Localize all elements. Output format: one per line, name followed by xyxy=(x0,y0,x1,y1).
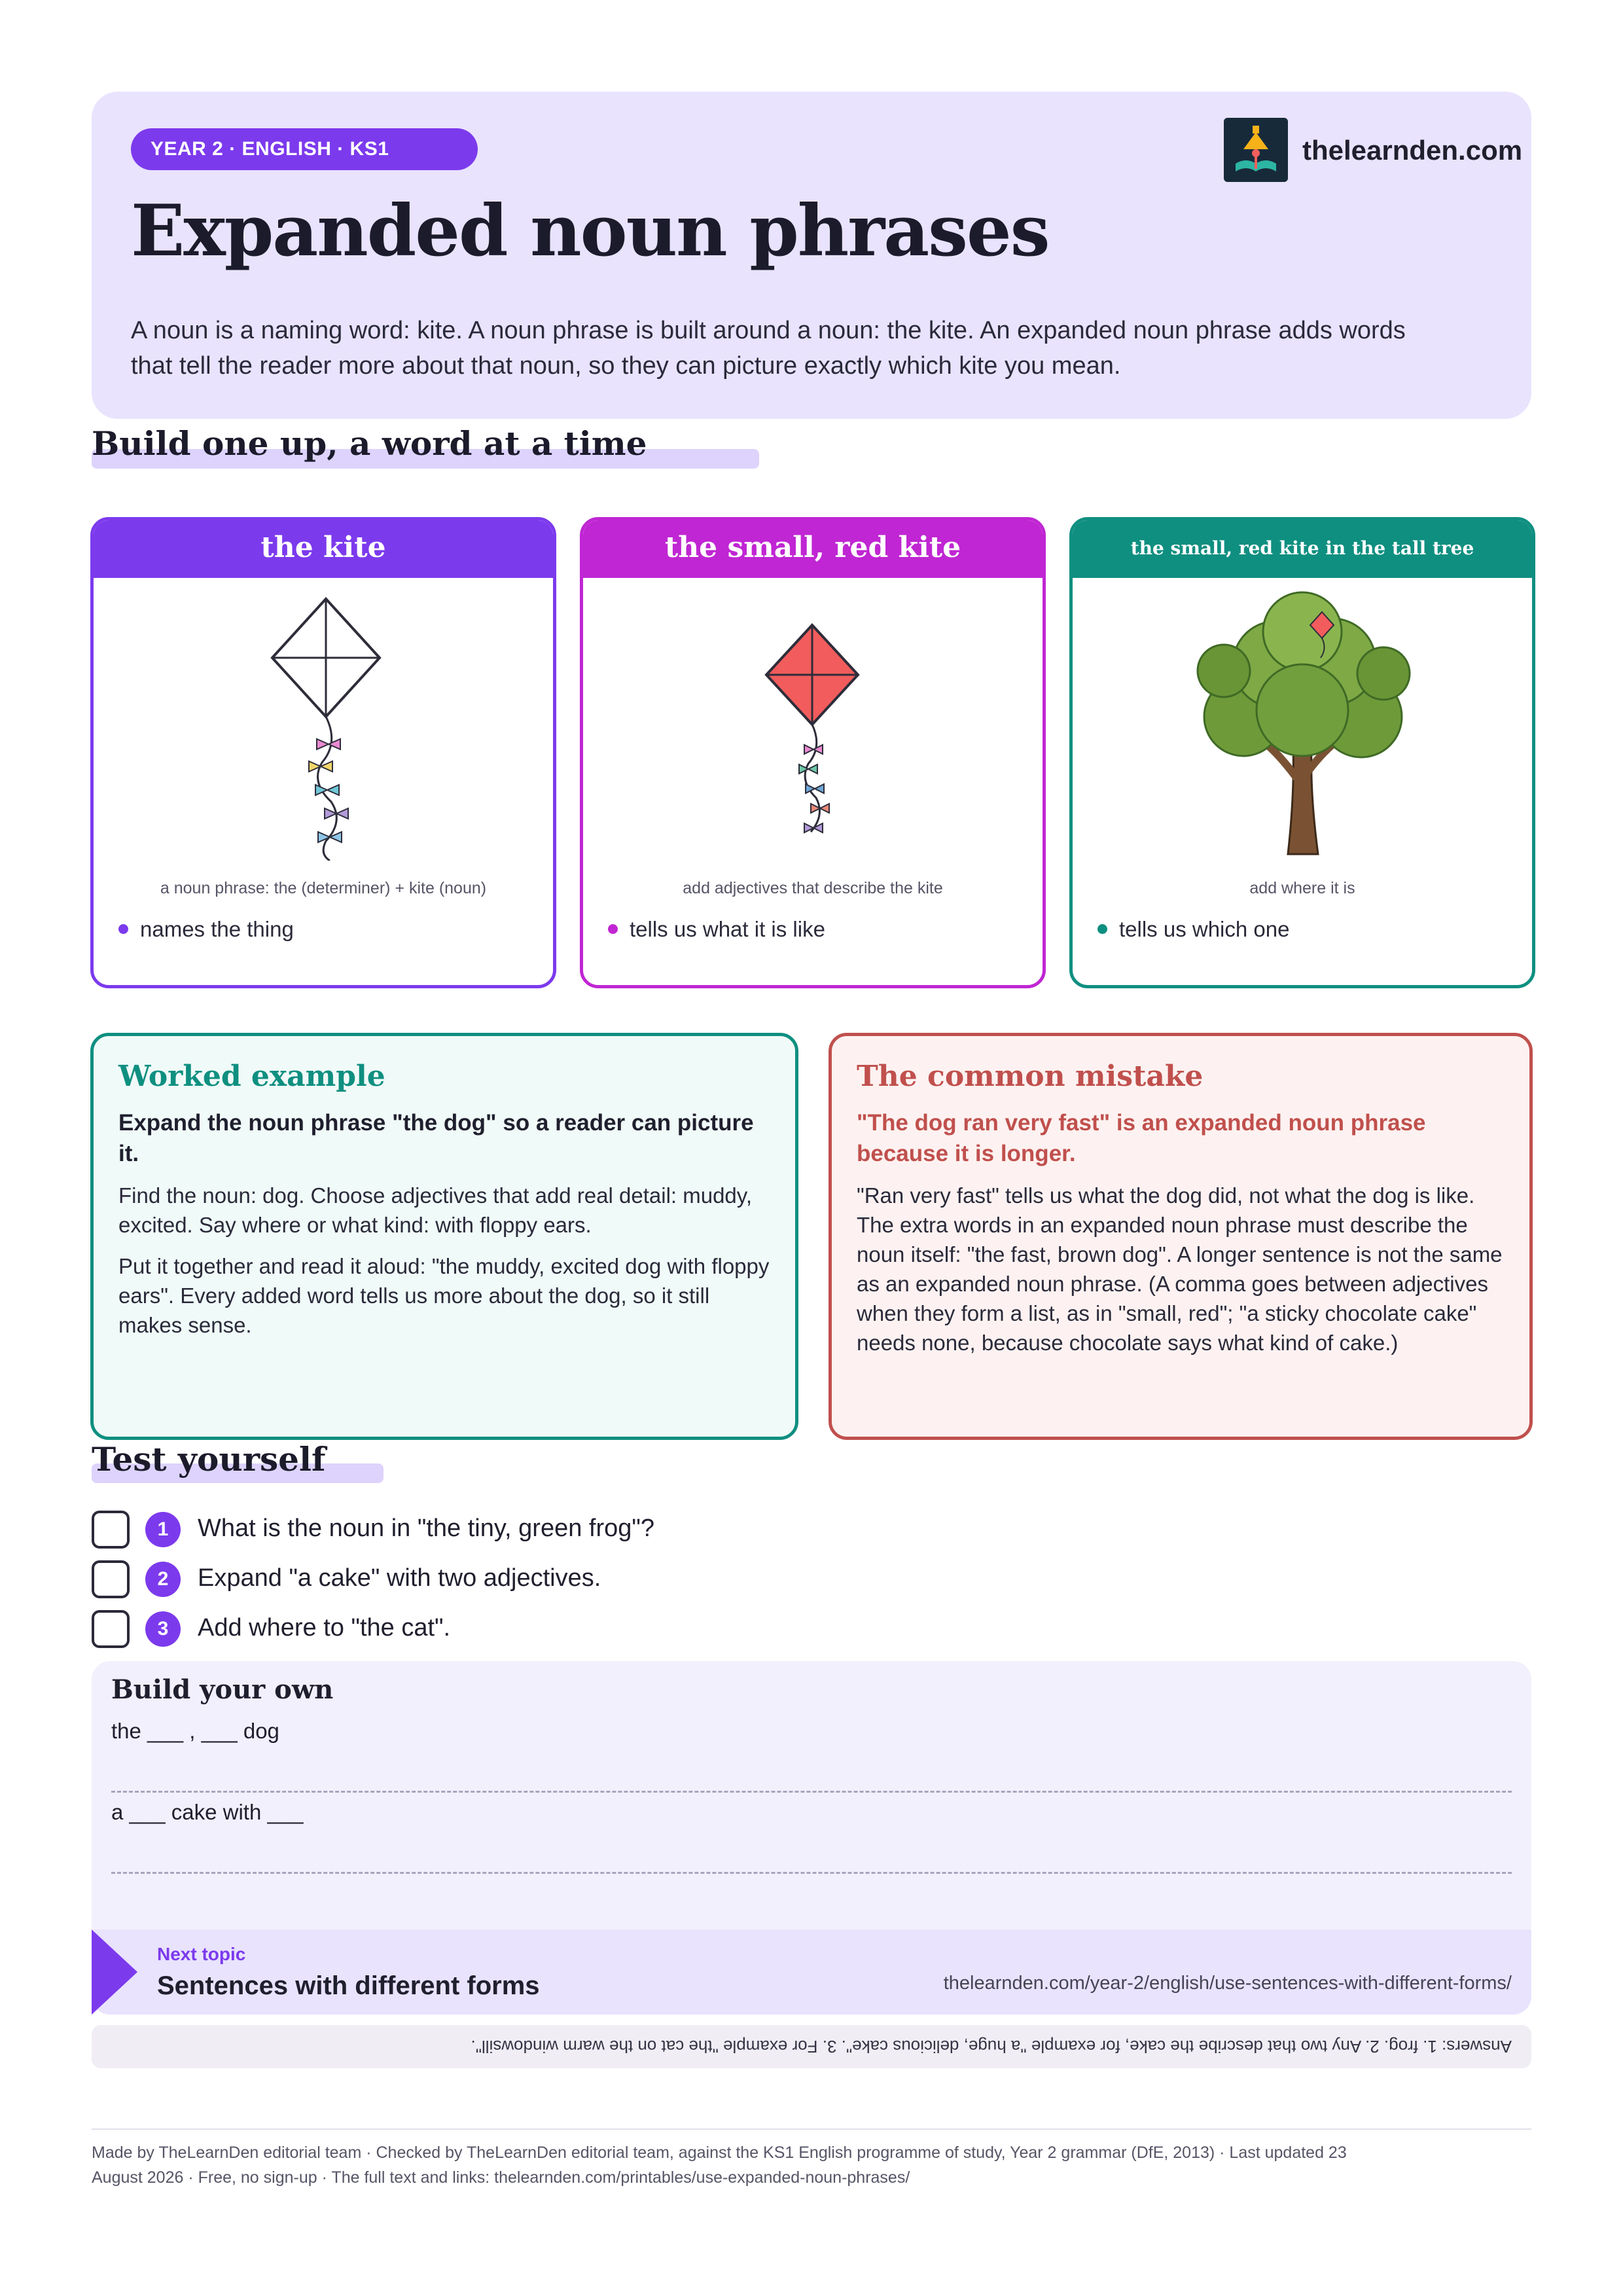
card-point: tells us which one xyxy=(1097,917,1289,942)
card-point: tells us what it is like xyxy=(608,917,825,942)
card-the-kite xyxy=(90,517,556,988)
brand-logo-icon xyxy=(1224,118,1288,182)
page-title: Expanded noun phrases xyxy=(131,190,1049,272)
bullet-dot-icon xyxy=(118,924,128,934)
brand[interactable] xyxy=(1224,118,1531,183)
test-yourself-heading: Test yourself xyxy=(92,1440,326,1479)
common-mistake-box xyxy=(829,1033,1533,1440)
next-topic-banner[interactable] xyxy=(92,1929,1531,2015)
card-point: names the thing xyxy=(118,917,294,942)
build-prompt-1: the ___ , ___ dog xyxy=(111,1719,279,1743)
next-topic-label: Next topic xyxy=(157,1944,246,1964)
card-title: the kite xyxy=(94,520,553,578)
next-topic-link[interactable]: thelearnden.com/year-2/english/use-sentences-with-different-forms/ xyxy=(943,1973,1512,1994)
build-your-own-panel xyxy=(92,1661,1531,1943)
intro-text: A noun is a naming word: kite. A noun phrase is built around a noun: the kite. An expanded noun phrase adds words that tell the reader more about that noun, so they can picture exactly which kite you mean. xyxy=(131,317,1406,380)
question-2 xyxy=(92,1560,1008,1600)
build-your-own-title: Build your own xyxy=(111,1674,334,1705)
card-caption: add adjectives that describe the kite xyxy=(683,879,943,897)
worked-example-box xyxy=(90,1033,798,1440)
question-text: Add where to "the cat". xyxy=(198,1614,451,1641)
kite-image xyxy=(94,586,553,736)
question-number: 1 xyxy=(145,1512,181,1547)
footer-divider xyxy=(92,2128,1531,2130)
card-caption: add where it is xyxy=(1249,879,1355,897)
question-number: 3 xyxy=(145,1611,181,1647)
level-pill: YEAR 2 · ENGLISH · KS1 xyxy=(131,128,478,170)
build-prompt-2: a ___ cake with ___ xyxy=(111,1800,304,1824)
worked-example-title: Worked example xyxy=(118,1060,385,1093)
tree-image xyxy=(1073,586,1532,736)
writing-line[interactable] xyxy=(111,1872,1512,1874)
brand-name: thelearnden.com xyxy=(1302,135,1523,166)
common-mistake-explanation: "Ran very fast" tells us what the dog did, not what the dog is like. The extra words in an expanded noun phrase must describe the noun itself: "the fast, brown dog". A longer sentence is not the same as an expanded noun phrase. (A comma goes between adjectives when they form a list, as in "small, red"; "a sticky chocolate cake" needs none, because chocolate says what kind of cake.) xyxy=(857,1183,1503,1355)
question-checkbox[interactable] xyxy=(92,1560,130,1598)
bullet-dot-icon xyxy=(1097,924,1107,934)
red-kite-image xyxy=(583,586,1043,736)
next-topic-title: Sentences with different forms xyxy=(157,1971,540,2000)
question-3 xyxy=(92,1610,1008,1649)
question-number: 2 xyxy=(145,1562,181,1597)
bullet-dot-icon xyxy=(608,924,618,934)
card-kite-in-tree xyxy=(1069,517,1535,988)
header-panel xyxy=(92,92,1531,419)
worked-example-step-1: Find the noun: dog. Choose adjectives that add real detail: muddy, excited. Say where or what kind: with floppy ears. xyxy=(118,1183,753,1237)
common-mistake-lead: "The dog ran very fast" is an expanded noun phrase because it is longer. xyxy=(857,1110,1426,1166)
worked-example-step-2: Put it together and read it aloud: "the muddy, excited dog with floppy ears". Every added word tells us more about the dog, so it still makes sense. xyxy=(118,1254,770,1337)
question-checkbox[interactable] xyxy=(92,1511,130,1549)
worked-example-lead: Expand the noun phrase "the dog" so a reader can picture it. xyxy=(118,1110,754,1166)
card-small-red-kite xyxy=(580,517,1046,988)
card-title: the small, red kite xyxy=(583,520,1043,578)
answers-text: Answers: 1. frog. 2. Any two that describe the cake, for example "a huge, delicious cake". 3. For example "the cat on the warm windowsill". xyxy=(471,2037,1512,2056)
footer-text: Made by TheLearnDen editorial team · Checked by TheLearnDen editorial team, against the KS1 English programme of study, Year 2 grammar (DfE, 2013) · Last updated 23 August 2026 · Free, no sign-up · The full text and links: thelearnden.com/printables/use-expanded-noun-phrases/ xyxy=(92,2144,1347,2187)
card-title: the small, red kite in the tall tree xyxy=(1073,520,1532,578)
writing-line[interactable] xyxy=(111,1791,1512,1793)
question-text: What is the noun in "the tiny, green frog"? xyxy=(198,1515,655,1542)
common-mistake-title: The common mistake xyxy=(857,1060,1204,1093)
build-up-heading: Build one up, a word at a time xyxy=(92,424,647,463)
answers-strip xyxy=(92,2025,1531,2068)
next-arrow-icon xyxy=(92,1929,137,2015)
question-text: Expand "a cake" with two adjectives. xyxy=(198,1564,601,1592)
question-1 xyxy=(92,1511,1008,1550)
card-caption: a noun phrase: the (determiner) + kite (noun) xyxy=(160,879,487,897)
question-checkbox[interactable] xyxy=(92,1610,130,1648)
